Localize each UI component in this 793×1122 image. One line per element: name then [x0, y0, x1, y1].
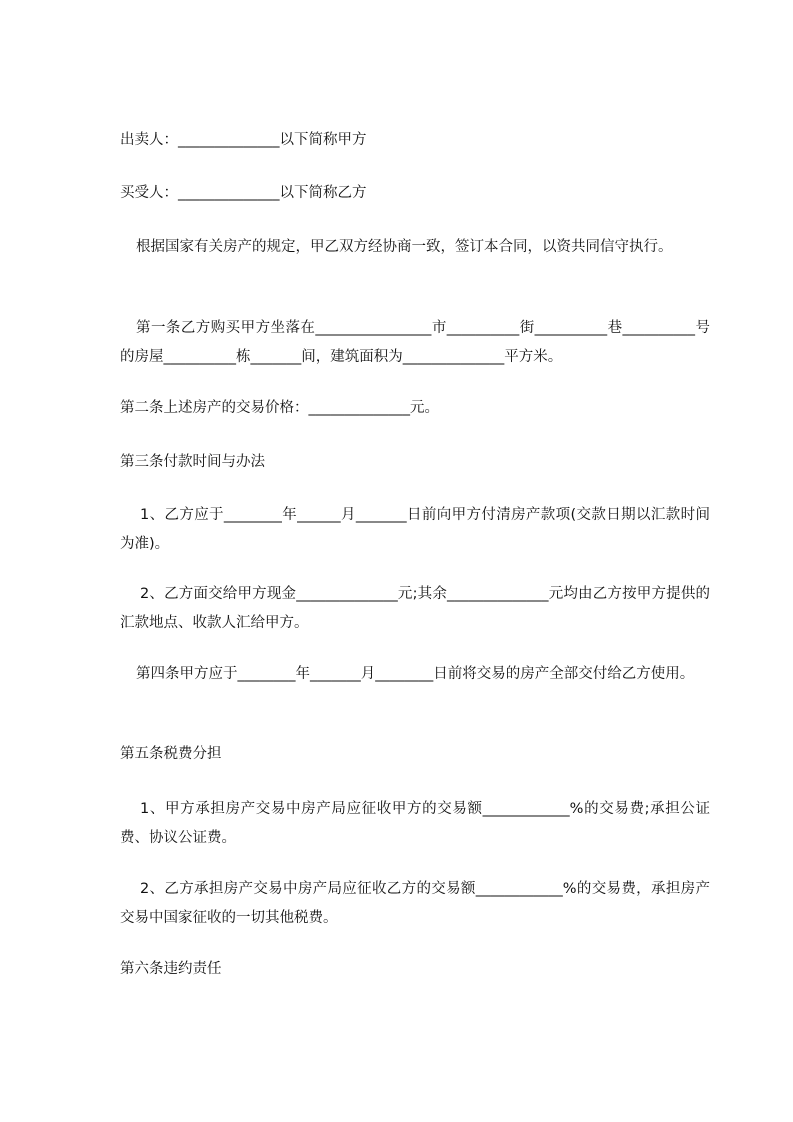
- article-5-heading: 第五条税费分担: [120, 746, 222, 762]
- buyer-line: 买受人：______________以下简称乙方: [120, 185, 367, 201]
- article-5-item-1: 1、甲方承担房产交易中房产局应征收甲方的交易额____________%的交易费;承担公证费、协议公证费。: [120, 801, 710, 846]
- article-1-paragraph: 第一条乙方购买甲方坐落在________________市__________街__________巷__________号的房屋__________栋_______间，建筑面积为______________平方米。: [120, 320, 710, 365]
- article-6-heading: 第六条违约责任: [120, 961, 222, 977]
- article-3-heading: 第三条付款时间与办法: [120, 454, 265, 470]
- seller-line: 出卖人：______________以下简称甲方: [120, 132, 367, 148]
- article-5-item-2: 2、乙方承担房产交易中房产局应征收乙方的交易额____________%的交易费，承担房产交易中国家征收的一切其他税费。: [120, 881, 710, 926]
- article-2-paragraph: 第二条上述房产的交易价格：______________元。: [120, 400, 439, 416]
- article-3-item-2: 2、乙方面交给甲方现金______________元;其余______________元均由乙方按甲方提供的汇款地点、收款人汇给甲方。: [120, 586, 710, 631]
- article-4-paragraph: 第四条甲方应于________年_______月________日前将交易的房产全部交付给乙方使用。: [136, 666, 695, 682]
- article-3-item-1: 1、乙方应于________年______月_______日前向甲方付清房产款项(交款日期以汇款时间为准)。: [120, 507, 710, 552]
- preamble-paragraph: 根据国家有关房产的规定，甲乙双方经协商一致，签订本合同，以资共同信守执行。: [136, 239, 673, 255]
